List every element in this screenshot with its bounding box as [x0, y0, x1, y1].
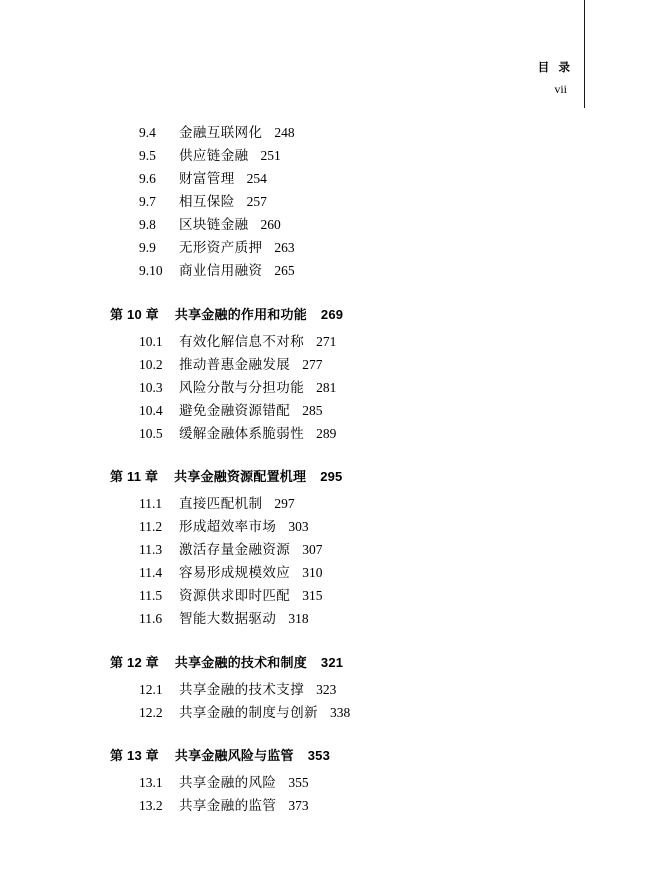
toc-section-entry[interactable] [0, 264, 665, 278]
toc-section-page: 303 [288, 519, 309, 534]
toc-section-number: 11.5 [139, 588, 163, 603]
toc-section-title: 形成超效率市场 [179, 519, 277, 534]
toc-section-title: 资源供求即时匹配 [179, 588, 291, 603]
toc-section-page: 307 [302, 542, 323, 557]
toc-section-entry[interactable] [0, 612, 665, 626]
toc-section-number: 10.3 [139, 379, 163, 395]
toc-section-page: 263 [274, 240, 295, 255]
toc-section-entry[interactable] [0, 683, 665, 697]
toc-section-entry[interactable] [0, 776, 665, 790]
toc-section-entry[interactable] [0, 566, 665, 580]
toc-section-entry[interactable] [0, 706, 665, 720]
toc-section-number: 9.9 [139, 240, 156, 255]
toc-section-number: 11.6 [139, 611, 163, 626]
toc-group [0, 304, 665, 441]
toc-chapter-entry[interactable] [0, 466, 665, 485]
toc-section-entry[interactable] [0, 381, 665, 395]
toc-section-entry[interactable] [0, 195, 665, 209]
page-header [538, 60, 573, 98]
toc-section-page: 310 [302, 565, 323, 580]
toc-section-page: 323 [316, 681, 337, 697]
toc-section-page: 265 [274, 263, 295, 278]
toc-chapter-page: 321 [320, 654, 344, 670]
toc-section-page: 289 [316, 425, 337, 441]
toc-section-entry[interactable] [0, 172, 665, 186]
toc-section-number: 9.7 [139, 194, 156, 209]
toc-section-page: 318 [288, 611, 309, 626]
toc-section-number: 9.5 [139, 148, 156, 163]
toc-section-page: 373 [288, 798, 309, 813]
toc-section-title: 避免金融资源错配 [179, 402, 291, 418]
toc-chapter-page: 269 [320, 306, 344, 322]
toc-section-title: 容易形成规模效应 [179, 565, 291, 580]
toc-group [0, 466, 665, 626]
toc-section-page: 355 [288, 775, 309, 790]
toc-section-entry[interactable] [0, 241, 665, 255]
toc-section-page: 315 [302, 588, 323, 603]
toc-section-title: 供应链金融 [179, 148, 249, 163]
toc-chapter-page: 295 [320, 469, 343, 484]
toc-section-entry[interactable] [0, 520, 665, 534]
toc-section-entry[interactable] [0, 543, 665, 557]
toc-section-entry[interactable] [0, 799, 665, 813]
toc-section-page: 257 [246, 194, 267, 209]
toc-chapter-title: 共享金融风险与监管 [174, 748, 294, 763]
toc-section-number: 13.2 [139, 798, 163, 813]
toc-section-page: 281 [316, 379, 337, 395]
toc-section-title: 无形资产质押 [179, 240, 263, 255]
toc-section-title: 商业信用融资 [179, 263, 263, 278]
toc-section-title: 智能大数据驱动 [179, 611, 277, 626]
toc-section-title: 区块链金融 [179, 217, 249, 232]
toc-section-entry[interactable] [0, 497, 665, 511]
toc-chapter-entry[interactable] [0, 652, 665, 671]
toc-section-page: 338 [330, 704, 351, 720]
toc-section-number: 12.1 [139, 681, 163, 697]
toc-section-number: 10.2 [139, 356, 163, 372]
toc-section-title: 直接匹配机制 [179, 496, 263, 511]
toc-chapter-title: 共享金融的技术和制度 [174, 654, 307, 670]
toc-section-page: 260 [260, 217, 281, 232]
toc-section-number: 9.4 [139, 125, 156, 140]
toc-section-title: 激活存量金融资源 [179, 542, 291, 557]
toc-section-title: 共享金融的风险 [179, 775, 277, 790]
toc-chapter-number: 第 12 章 [110, 654, 159, 670]
toc-section-number: 9.6 [139, 171, 156, 186]
toc-section-number: 11.4 [139, 565, 163, 580]
toc-section-title: 共享金融的制度与创新 [179, 704, 318, 720]
toc-chapter-entry[interactable] [0, 304, 665, 323]
toc-section-title: 有效化解信息不对称 [179, 333, 305, 349]
toc-chapter-number: 第 13 章 [110, 748, 159, 763]
header-page-number: vii [554, 82, 567, 97]
toc-section-entry[interactable] [0, 126, 665, 140]
toc-section-number: 10.5 [139, 425, 163, 441]
toc-section-entry[interactable] [0, 589, 665, 603]
toc-section-number: 9.10 [139, 263, 163, 278]
toc-chapter-number: 第 10 章 [110, 306, 159, 322]
toc-chapter-title: 共享金融资源配置机理 [174, 469, 307, 484]
toc-section-title: 金融互联网化 [179, 125, 263, 140]
toc-section-page: 251 [260, 148, 281, 163]
toc-section-number: 10.1 [139, 333, 163, 349]
toc-section-title: 推动普惠金融发展 [179, 356, 291, 372]
toc-section-page: 297 [274, 496, 295, 511]
toc-section-page: 254 [246, 171, 267, 186]
toc-section-title: 缓解金融体系脆弱性 [179, 425, 305, 441]
toc-section-entry[interactable] [0, 427, 665, 441]
page-edge-rule [584, 0, 585, 108]
table-of-contents [0, 126, 665, 822]
toc-section-entry[interactable] [0, 404, 665, 418]
toc-section-entry[interactable] [0, 218, 665, 232]
toc-section-title: 财富管理 [179, 171, 235, 186]
header-title: 目 录 [537, 62, 573, 74]
toc-section-number: 9.8 [139, 217, 156, 232]
toc-group [0, 652, 665, 720]
toc-section-page: 285 [302, 402, 323, 418]
toc-section-number: 11.1 [139, 496, 163, 511]
toc-group [0, 126, 665, 278]
toc-group [0, 745, 665, 813]
toc-section-title: 共享金融的监管 [179, 798, 277, 813]
toc-section-title: 风险分散与分担功能 [179, 379, 305, 395]
toc-section-number: 11.3 [139, 542, 163, 557]
toc-section-page: 248 [274, 125, 295, 140]
toc-chapter-title: 共享金融的作用和功能 [174, 306, 307, 322]
toc-section-title: 相互保险 [179, 194, 235, 209]
toc-section-title: 共享金融的技术支撑 [179, 681, 305, 697]
toc-section-number: 10.4 [139, 402, 163, 418]
toc-chapter-number: 第 11 章 [110, 469, 159, 484]
toc-section-number: 12.2 [139, 704, 163, 720]
toc-section-page: 271 [316, 333, 337, 349]
toc-section-entry[interactable] [0, 149, 665, 163]
toc-section-entry[interactable] [0, 335, 665, 349]
toc-chapter-entry[interactable] [0, 745, 665, 764]
toc-chapter-page: 353 [307, 748, 330, 763]
toc-section-number: 11.2 [139, 519, 163, 534]
toc-section-page: 277 [302, 356, 323, 372]
toc-section-entry[interactable] [0, 358, 665, 372]
toc-section-number: 13.1 [139, 775, 163, 790]
